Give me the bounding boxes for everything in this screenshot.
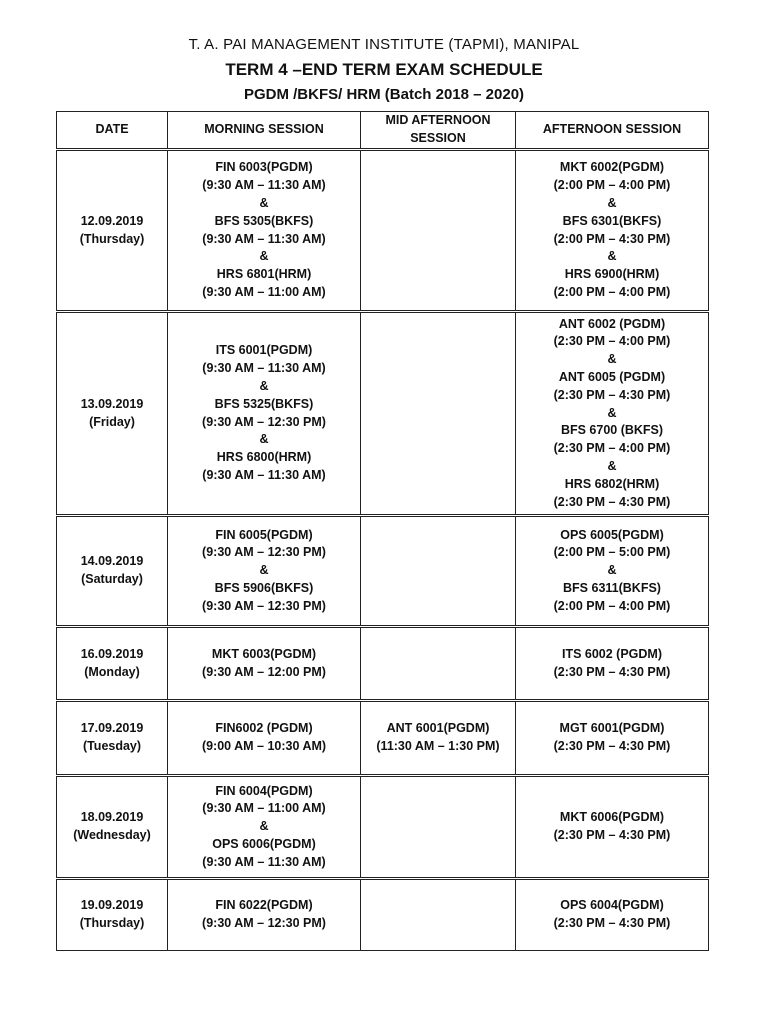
morning-session-cell bbox=[168, 150, 361, 312]
table-row bbox=[57, 776, 709, 879]
morning-session-cell bbox=[168, 879, 361, 951]
cell-text-line: HRS 6800(HRM) bbox=[216, 450, 312, 465]
cell-text-line: ITS 6002 (PGDM) bbox=[561, 646, 663, 661]
cell-text-line: (11:30 AM – 1:30 PM) bbox=[376, 739, 500, 753]
cell-text-line: BFS 6700 (BKFS) bbox=[560, 423, 664, 438]
cell-text-line: & bbox=[607, 458, 617, 473]
table-row bbox=[57, 150, 709, 312]
mid-afternoon-session-cell bbox=[361, 879, 516, 951]
cell-text-line: FIN 6004(PGDM) bbox=[215, 783, 313, 798]
date-cell bbox=[57, 150, 168, 312]
cell-text-line: MKT 6002(PGDM) bbox=[559, 160, 665, 175]
afternoon-session-cell bbox=[516, 776, 709, 879]
cell-text-line: ANT 6005 (PGDM) bbox=[558, 370, 666, 384]
column-header-morning: MORNING SESSION bbox=[168, 112, 361, 150]
cell-text-line: MGT 6001(PGDM) bbox=[559, 721, 665, 736]
cell-text-line: 13.09.2019 bbox=[80, 396, 144, 411]
afternoon-session-cell bbox=[516, 312, 709, 516]
table-row bbox=[57, 627, 709, 701]
cell-text-line: 19.09.2019 bbox=[80, 898, 144, 913]
afternoon-session-cell bbox=[516, 701, 709, 776]
table-row bbox=[57, 312, 709, 516]
date-cell bbox=[57, 701, 168, 776]
document-subtitle: PGDM /BKFS/ HRM (Batch 2018 – 2020) bbox=[243, 86, 525, 103]
morning-session-cell bbox=[168, 312, 361, 516]
cell-text-line: (2:00 PM – 4:30 PM) bbox=[553, 231, 671, 246]
column-header-date: DATE bbox=[57, 112, 168, 150]
cell-text-line: MKT 6003(PGDM) bbox=[211, 646, 317, 661]
cell-text-line: ANT 6001(PGDM) bbox=[386, 721, 490, 736]
cell-text-line: & bbox=[259, 563, 269, 578]
cell-text-line: (2:00 PM – 5:00 PM) bbox=[553, 545, 671, 560]
cell-text-line: (Thursday) bbox=[79, 231, 145, 246]
cell-text-line: (9:00 AM – 10:30 AM) bbox=[201, 739, 327, 753]
cell-text-line: & bbox=[607, 352, 617, 367]
cell-text-line: (9:30 AM – 12:30 PM) bbox=[202, 598, 326, 613]
cell-text-line: (2:00 PM – 4:00 PM) bbox=[553, 178, 671, 193]
cell-text-line: (2:30 PM – 4:30 PM) bbox=[553, 916, 671, 930]
cell-text-line: BFS 6301(BKFS) bbox=[562, 213, 662, 228]
morning-session-cell bbox=[168, 776, 361, 879]
date-cell bbox=[57, 516, 168, 627]
mid-afternoon-session-cell bbox=[361, 312, 516, 516]
cell-text-line: (Wednesday) bbox=[73, 828, 151, 842]
column-header-afternoon: AFTERNOON SESSION bbox=[516, 112, 709, 150]
cell-text-line: (9:30 AM – 11:00 AM) bbox=[202, 284, 326, 299]
cell-text-line: & bbox=[259, 249, 269, 264]
cell-text-line: OPS 6006(PGDM) bbox=[212, 836, 316, 851]
cell-text-line: (Saturday) bbox=[81, 572, 143, 586]
cell-text-line: (9:30 AM – 11:30 AM) bbox=[202, 361, 326, 376]
table-row bbox=[57, 516, 709, 627]
cell-text-line: (9:30 AM – 11:30 AM) bbox=[202, 231, 326, 246]
afternoon-session-cell bbox=[516, 879, 709, 951]
cell-text-line: FIN 6022(PGDM) bbox=[215, 898, 313, 913]
cell-text-line: HRS 6801(HRM) bbox=[216, 267, 312, 282]
cell-text-line: (Thursday) bbox=[79, 916, 145, 930]
cell-text-line: (Tuesday) bbox=[82, 739, 142, 753]
date-cell bbox=[57, 879, 168, 951]
cell-text-line: (2:00 PM – 4:00 PM) bbox=[553, 284, 671, 299]
cell-text-line: (2:30 PM – 4:30 PM) bbox=[553, 828, 671, 842]
cell-text-line: (Friday) bbox=[89, 414, 135, 429]
cell-text-line: & bbox=[607, 563, 617, 578]
afternoon-session-cell bbox=[516, 627, 709, 701]
cell-text-line: MKT 6006(PGDM) bbox=[559, 810, 665, 825]
cell-text-line: FIN 6005(PGDM) bbox=[215, 527, 313, 542]
cell-text-line: (2:30 PM – 4:00 PM) bbox=[553, 334, 671, 349]
cell-text-line: (2:30 PM – 4:00 PM) bbox=[553, 441, 671, 456]
cell-text-line: (2:30 PM – 4:30 PM) bbox=[553, 494, 671, 509]
cell-text-line: & bbox=[607, 405, 617, 420]
mid-afternoon-session-cell bbox=[361, 516, 516, 627]
cell-text-line: (9:30 AM – 12:30 PM) bbox=[202, 414, 326, 429]
date-cell bbox=[57, 776, 168, 879]
mid-afternoon-session-cell bbox=[361, 150, 516, 312]
cell-text-line: OPS 6004(PGDM) bbox=[560, 898, 664, 913]
cell-text-line: FIN 6003(PGDM) bbox=[215, 160, 313, 175]
table-row bbox=[57, 701, 709, 776]
mid-afternoon-session-cell bbox=[361, 701, 516, 776]
cell-text-line: & bbox=[259, 195, 269, 210]
cell-text-line: 16.09.2019 bbox=[80, 646, 144, 661]
cell-text-line: (9:30 AM – 11:30 AM) bbox=[202, 467, 326, 482]
cell-text-line: (9:30 AM – 12:00 PM) bbox=[202, 664, 326, 679]
cell-text-line: (9:30 AM – 11:30 AM) bbox=[202, 178, 326, 193]
afternoon-session-cell bbox=[516, 516, 709, 627]
cell-text-line: 17.09.2019 bbox=[80, 721, 144, 736]
cell-text-line: BFS 5305(BKFS) bbox=[214, 213, 314, 228]
table-header-row bbox=[57, 112, 709, 150]
cell-text-line: (2:30 PM – 4:30 PM) bbox=[553, 664, 671, 679]
cell-text-line: (9:30 AM – 12:30 PM) bbox=[202, 916, 326, 930]
cell-text-line: FIN6002 (PGDM) bbox=[215, 721, 313, 736]
cell-text-line: & bbox=[259, 819, 269, 834]
cell-text-line: & bbox=[259, 432, 269, 447]
date-cell bbox=[57, 312, 168, 516]
cell-text-line: (9:30 AM – 11:00 AM) bbox=[202, 801, 326, 816]
mid-afternoon-session-cell bbox=[361, 776, 516, 879]
column-header-mid-afternoon: MID AFTERNOON SESSION bbox=[361, 112, 516, 150]
morning-session-cell bbox=[168, 627, 361, 701]
cell-text-line: 18.09.2019 bbox=[80, 810, 144, 825]
cell-text-line: (2:30 PM – 4:30 PM) bbox=[553, 387, 671, 402]
institute-name: T. A. PAI MANAGEMENT INSTITUTE (TAPMI), MANIPAL bbox=[188, 36, 580, 53]
cell-text-line: ITS 6001(PGDM) bbox=[215, 343, 313, 358]
document-title: TERM 4 –END TERM EXAM SCHEDULE bbox=[225, 60, 543, 79]
mid-afternoon-session-cell bbox=[361, 627, 516, 701]
cell-text-line: OPS 6005(PGDM) bbox=[560, 527, 664, 542]
cell-text-line: & bbox=[259, 378, 269, 393]
cell-text-line: 12.09.2019 bbox=[80, 213, 144, 228]
cell-text-line: BFS 6311(BKFS) bbox=[563, 580, 661, 595]
afternoon-session-cell bbox=[516, 150, 709, 312]
cell-text-line: (Monday) bbox=[84, 664, 140, 679]
date-cell bbox=[57, 627, 168, 701]
morning-session-cell bbox=[168, 516, 361, 627]
cell-text-line: & bbox=[607, 195, 617, 210]
cell-text-line: (9:30 AM – 12:30 PM) bbox=[202, 545, 326, 560]
cell-text-line: HRS 6900(HRM) bbox=[564, 267, 660, 282]
cell-text-line: 14.09.2019 bbox=[80, 554, 144, 569]
cell-text-line: BFS 5325(BKFS) bbox=[214, 396, 314, 411]
table-row bbox=[57, 879, 709, 951]
cell-text-line: (2:30 PM – 4:30 PM) bbox=[553, 739, 671, 753]
morning-session-cell bbox=[168, 701, 361, 776]
exam-schedule-table bbox=[56, 111, 709, 951]
cell-text-line: (9:30 AM – 11:30 AM) bbox=[202, 854, 326, 869]
cell-text-line: ANT 6002 (PGDM) bbox=[558, 316, 666, 331]
cell-text-line: & bbox=[607, 249, 617, 264]
cell-text-line: BFS 5906(BKFS) bbox=[214, 580, 314, 595]
cell-text-line: (2:00 PM – 4:00 PM) bbox=[553, 598, 671, 613]
cell-text-line: HRS 6802(HRM) bbox=[564, 476, 660, 491]
